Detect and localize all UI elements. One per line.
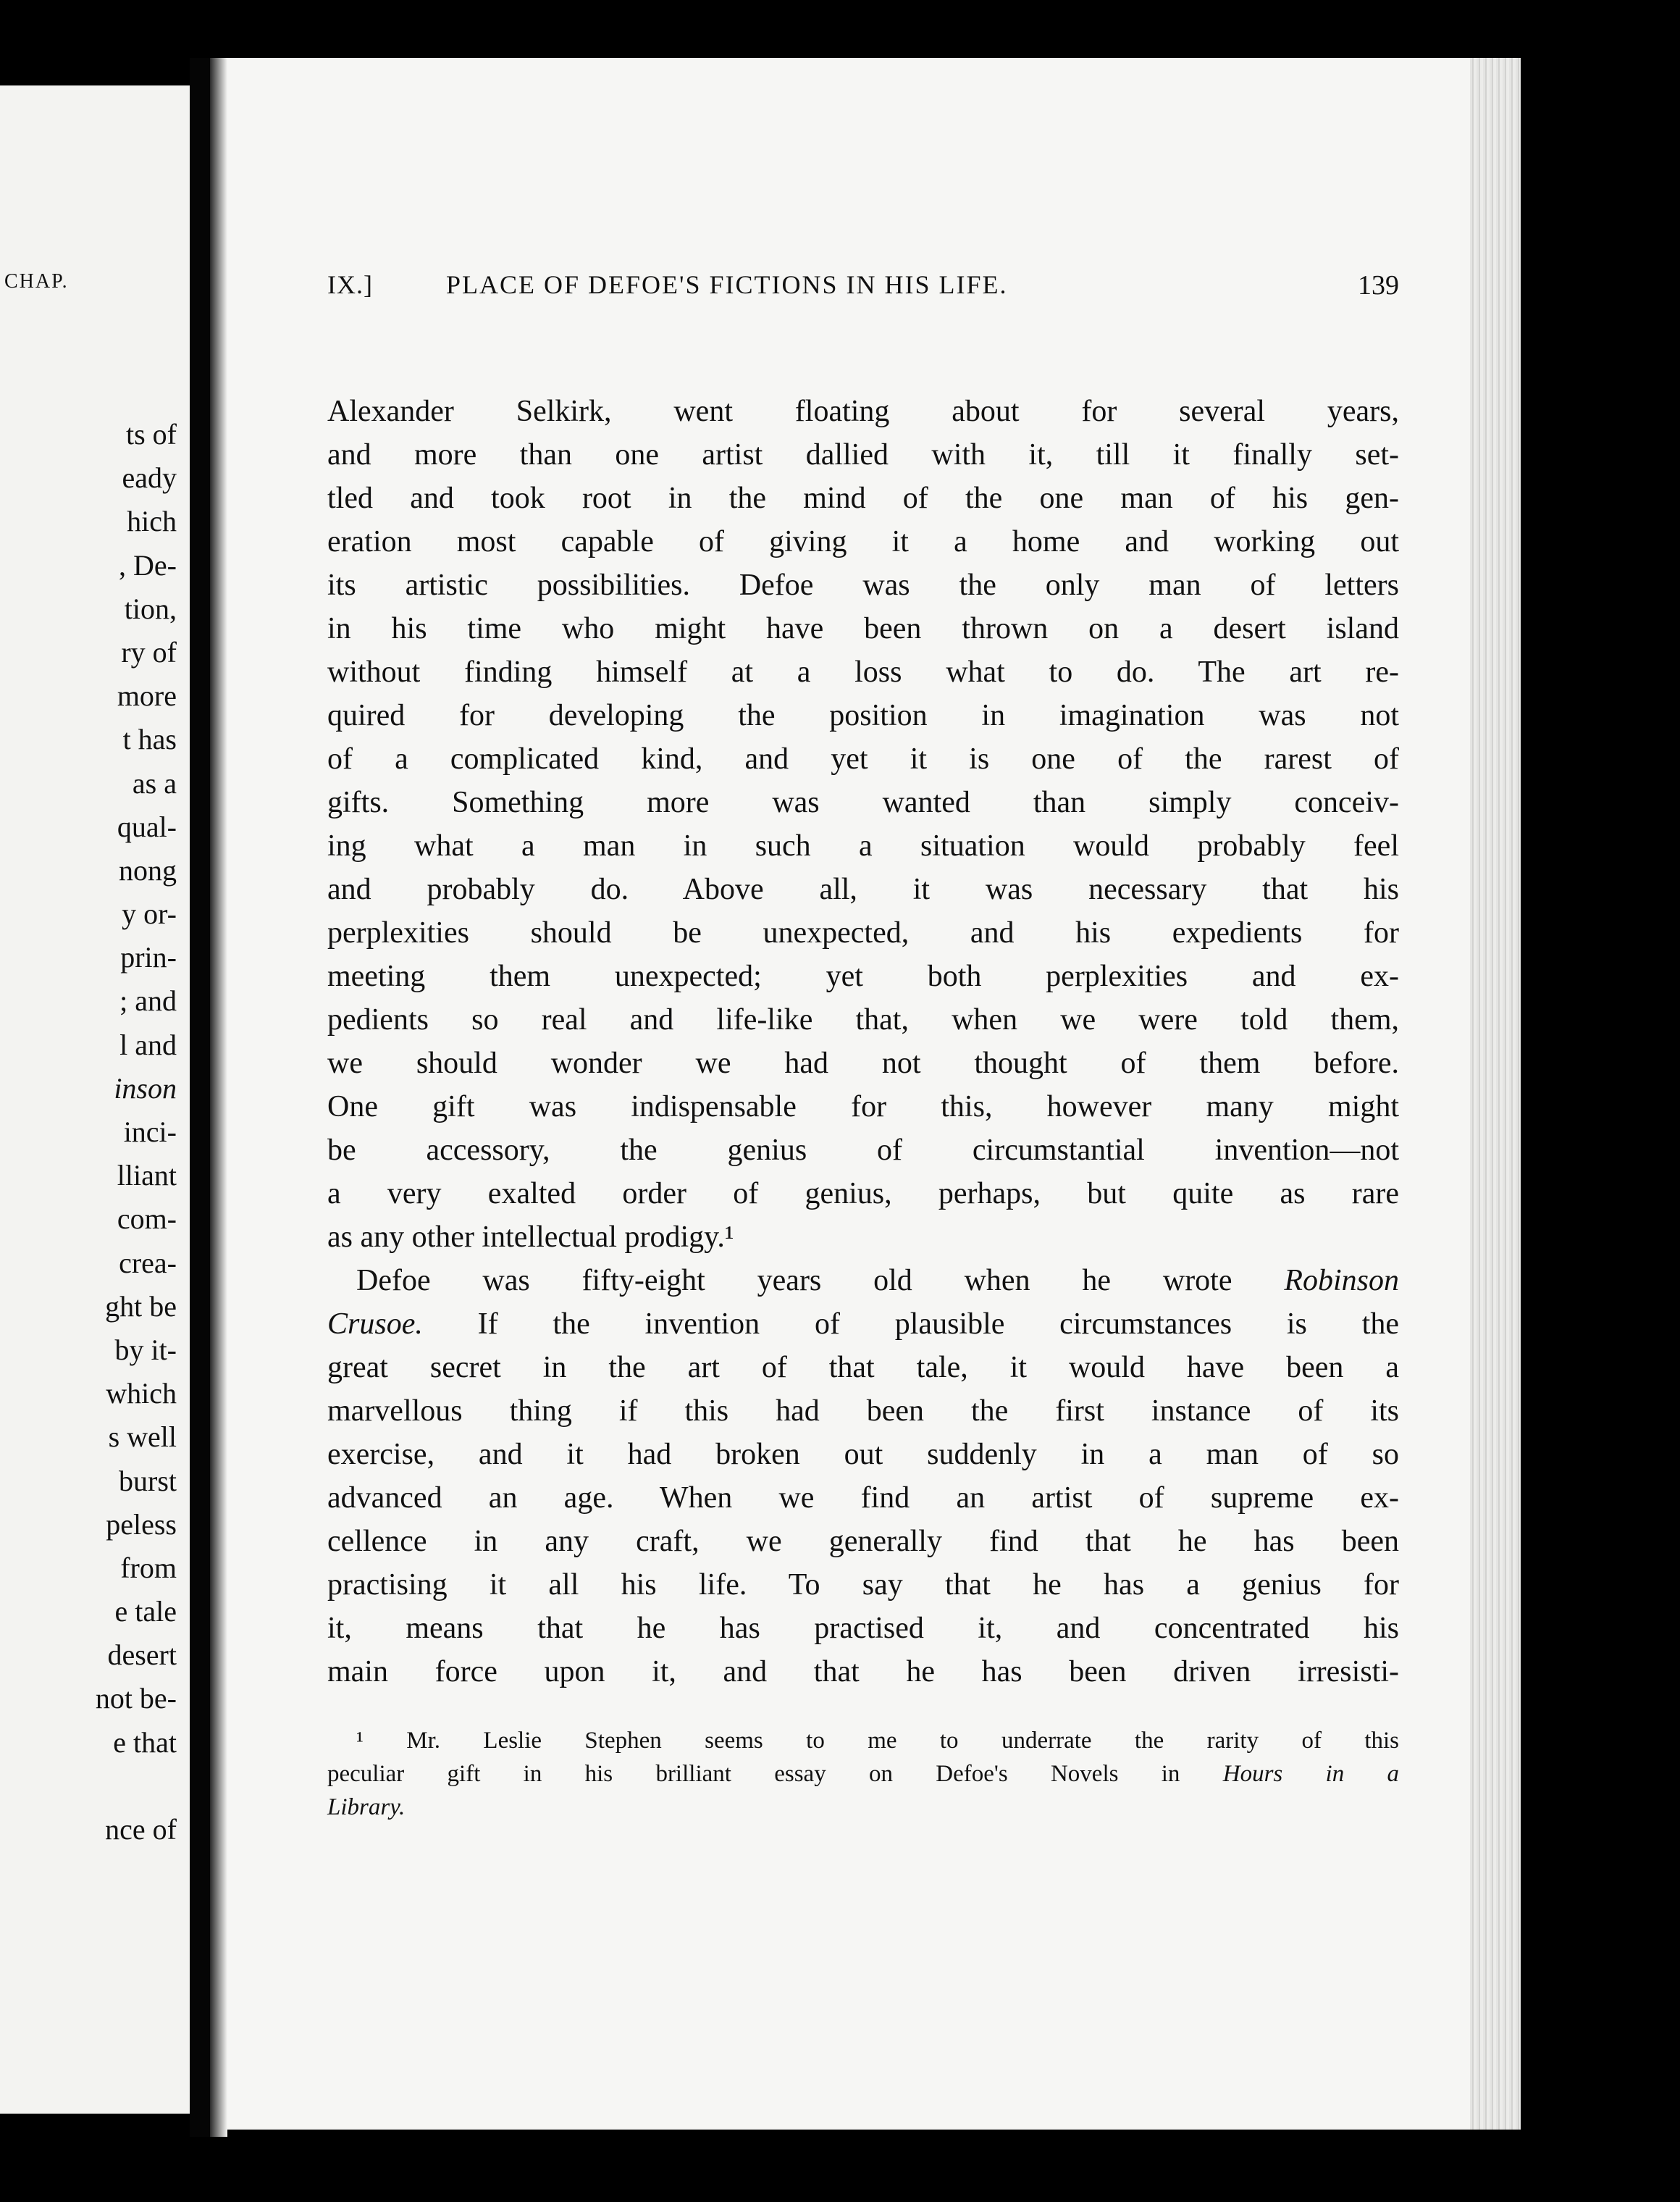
left-page-line: by it- xyxy=(114,1333,177,1366)
body-line: in his time who might have been thrown on a desert island xyxy=(327,612,1399,645)
body-text xyxy=(327,390,1399,1694)
body-line: great secret in the art of that tale, it would have been a xyxy=(327,1351,1399,1384)
running-head xyxy=(327,269,1399,313)
body-line: Alexander Selkirk, went floating about for several years, xyxy=(327,395,1399,428)
book-gutter xyxy=(190,58,210,2137)
left-page-line: l and xyxy=(119,1028,177,1061)
text-segment: Defoe was fifty-eight years old when he wrote xyxy=(356,1264,1285,1297)
body-line: meeting them unexpected; yet both perplexities and ex- xyxy=(327,960,1399,993)
left-page-line: ; and xyxy=(119,984,177,1018)
body-line: quired for developing the position in imagination was not xyxy=(327,699,1399,732)
text-segment: If the invention of plausible circumstances is the xyxy=(422,1307,1399,1341)
left-page-line: more xyxy=(117,679,177,713)
body-line: main force upon it, and that he has been driven irresisti- xyxy=(327,1655,1399,1688)
left-page-line: inci- xyxy=(123,1115,177,1148)
body-line: and more than one artist dallied with it, till it finally set- xyxy=(327,438,1399,472)
gutter-shadow xyxy=(210,58,227,2137)
body-line: its artistic possibilities. Defoe was the only man of letters xyxy=(327,569,1399,602)
body-line: as any other intellectual prodigy.¹ xyxy=(327,1221,734,1254)
left-page-line xyxy=(96,1764,177,1808)
page-number: 139 xyxy=(1358,270,1399,301)
left-page-line: t has xyxy=(122,723,177,756)
left-page-line: inson xyxy=(114,1071,177,1105)
left-page-line: which xyxy=(106,1377,177,1410)
footnote-line xyxy=(327,1757,1399,1791)
left-page-line: lliant xyxy=(117,1159,177,1192)
body-line: perplexities should be unexpected, and his expedients for xyxy=(327,916,1399,950)
body-line xyxy=(327,1302,1399,1346)
left-page xyxy=(0,85,190,2114)
body-line: gifts. Something more was wanted than simply conceiv- xyxy=(327,786,1399,819)
body-line: pedients so real and life-like that, when we were told them, xyxy=(327,1003,1399,1037)
running-title: PLACE OF DEFOE'S FICTIONS IN HIS LIFE. xyxy=(446,270,1008,299)
body-line: ing what a man in such a situation would probably feel xyxy=(327,829,1399,863)
chapter-number: IX.] xyxy=(327,270,373,299)
left-page-line: s well xyxy=(108,1420,177,1454)
left-page-text xyxy=(96,413,177,1851)
left-page-line: nong xyxy=(119,853,177,887)
body-line xyxy=(327,1259,1399,1302)
left-page-header: CHAP. xyxy=(4,270,69,293)
body-line: marvellous thing if this had been the first instance of its xyxy=(327,1394,1399,1428)
footnote-line: ¹ Mr. Leslie Stephen seems to me to underrate the rarity of this xyxy=(356,1728,1399,1754)
left-page-line: e that xyxy=(113,1725,177,1759)
body-line: One gift was indispensable for this, however many might xyxy=(327,1090,1399,1123)
body-line: a very exalted order of genius, perhaps, but quite as rare xyxy=(327,1177,1399,1210)
italic-title: Crusoe. xyxy=(327,1307,423,1341)
body-line: without finding himself at a loss what to do. The art re- xyxy=(327,656,1399,689)
left-page-line: ght be xyxy=(105,1289,177,1323)
left-page-line: burst xyxy=(119,1464,177,1497)
left-page-line: , De- xyxy=(119,548,177,582)
page-edge xyxy=(1470,58,1521,2130)
body-line: tled and took root in the mind of the one man of his gen- xyxy=(327,482,1399,515)
left-page-line: not be- xyxy=(95,1682,177,1715)
left-page-line: crea- xyxy=(119,1246,177,1279)
left-page-line: desert xyxy=(107,1638,177,1672)
text-segment: peculiar gift in his brilliant essay on Defoe's Novels in xyxy=(327,1761,1223,1787)
left-page-line: com- xyxy=(117,1202,177,1236)
left-page-line: hich xyxy=(127,505,177,538)
left-page-line: prin- xyxy=(120,941,177,974)
footnote xyxy=(327,1724,1399,1824)
body-line: it, means that he has practised it, and concentrated his xyxy=(327,1612,1399,1645)
left-page-line: ry of xyxy=(121,635,177,669)
left-page-line: eady xyxy=(122,461,177,495)
left-page-line: y or- xyxy=(122,897,177,931)
body-line: be accessory, the genius of circumstantial invention—not xyxy=(327,1134,1399,1167)
left-page-line: peless xyxy=(106,1507,177,1541)
left-page-line: nce of xyxy=(105,1813,177,1846)
left-page-line: as a xyxy=(132,766,177,800)
right-page xyxy=(227,58,1521,2130)
body-line: advanced an age. When we find an artist of supreme ex- xyxy=(327,1481,1399,1515)
left-page-line: from xyxy=(120,1551,177,1584)
italic-title: Library. xyxy=(327,1794,406,1820)
body-line: of a complicated kind, and yet it is one of the rarest of xyxy=(327,742,1399,776)
italic-title: Robinson xyxy=(1284,1264,1399,1297)
body-line: eration most capable of giving it a home and working out xyxy=(327,525,1399,558)
left-page-line: qual- xyxy=(117,810,177,843)
body-line: exercise, and it had broken out suddenly in a man of so xyxy=(327,1438,1399,1471)
left-page-line: e tale xyxy=(114,1595,177,1628)
footnote-line xyxy=(327,1791,1399,1824)
body-line: we should wonder we had not thought of them before. xyxy=(327,1047,1399,1080)
body-line: practising it all his life. To say that he has a genius for xyxy=(327,1568,1399,1602)
left-page-line: tion, xyxy=(124,592,177,625)
italic-title: Hours in a xyxy=(1222,1761,1400,1787)
body-line: and probably do. Above all, it was necessary that his xyxy=(327,873,1399,906)
body-line: cellence in any craft, we generally find that he has been xyxy=(327,1525,1399,1558)
left-page-line: ts of xyxy=(126,418,177,451)
